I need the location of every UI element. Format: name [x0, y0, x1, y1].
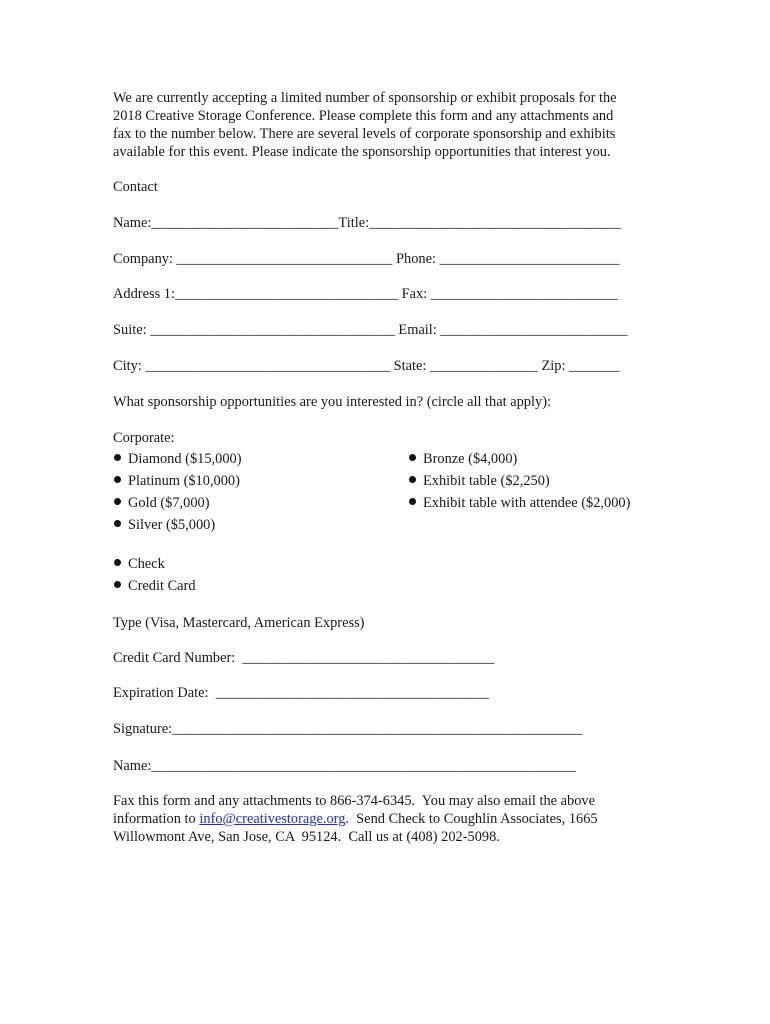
suite-email-field[interactable]: Suite: __________________________________ Email: __________________________ — [113, 322, 628, 338]
bullet-icon — [409, 454, 416, 461]
intro-line: 2018 Creative Storage Conference. Please complete this form and any attachments and — [113, 108, 614, 124]
name-title-field[interactable]: Name:__________________________Title:___________________________________ — [113, 215, 621, 231]
bullet-icon — [114, 559, 121, 566]
contact-heading: Contact — [113, 179, 158, 195]
payment-check-option[interactable]: Check — [128, 555, 165, 573]
sponsorship-question: What sponsorship opportunities are you interested in? (circle all that apply): — [113, 394, 551, 410]
card-type-field[interactable]: Type (Visa, Mastercard, American Express) — [113, 615, 365, 631]
bullet-icon — [114, 581, 121, 588]
option-bronze[interactable]: Bronze ($4,000) — [423, 450, 517, 468]
intro-line: available for this event. Please indicate the sponsorship opportunities that interest you. — [113, 144, 611, 160]
intro-line: fax to the number below. There are several levels of corporate sponsorship and exhibits — [113, 126, 616, 142]
intro-line: We are currently accepting a limited number of sponsorship or exhibit proposals for the — [113, 90, 617, 106]
name-field[interactable]: Name:___________________________________________________________ — [113, 758, 576, 774]
bullet-icon — [409, 476, 416, 483]
corporate-label: Corporate: — [113, 430, 175, 446]
bullet-icon — [409, 498, 416, 505]
expiration-date-field[interactable]: Expiration Date: ______________________________________ — [113, 685, 490, 701]
payment-credit-card-option[interactable]: Credit Card — [128, 577, 196, 595]
option-exhibit-table-attendee[interactable]: Exhibit table with attendee ($2,000) — [423, 494, 630, 512]
option-exhibit-table[interactable]: Exhibit table ($2,250) — [423, 472, 550, 490]
footer-line: Fax this form and any attachments to 866-374-6345. You may also email the above — [113, 793, 596, 809]
bullet-icon — [114, 520, 121, 527]
card-number-field[interactable]: Credit Card Number: ___________________________________ — [113, 650, 495, 666]
option-gold[interactable]: Gold ($7,000) — [128, 494, 210, 512]
city-state-zip-field[interactable]: City: __________________________________ State: _______________ Zip: _______ — [113, 358, 620, 374]
bullet-icon — [114, 476, 121, 483]
option-platinum[interactable]: Platinum ($10,000) — [128, 472, 240, 490]
footer-line: information to info@creativestorage.org. Send Check to Coughlin Associates, 1665 — [113, 811, 598, 827]
bullet-icon — [114, 454, 121, 461]
signature-field[interactable]: Signature:_________________________________________________________ — [113, 721, 583, 737]
option-silver[interactable]: Silver ($5,000) — [128, 516, 215, 534]
footer-line: Willowmont Ave, San Jose, CA 95124. Call us at (408) 202-5098. — [113, 829, 500, 845]
bullet-icon — [114, 498, 121, 505]
email-link[interactable]: info@creativestorage.org — [199, 811, 346, 827]
company-phone-field[interactable]: Company: ______________________________ Phone: _________________________ — [113, 251, 620, 267]
address-fax-field[interactable]: Address 1:_______________________________ Fax: __________________________ — [113, 286, 618, 302]
option-diamond[interactable]: Diamond ($15,000) — [128, 450, 242, 468]
